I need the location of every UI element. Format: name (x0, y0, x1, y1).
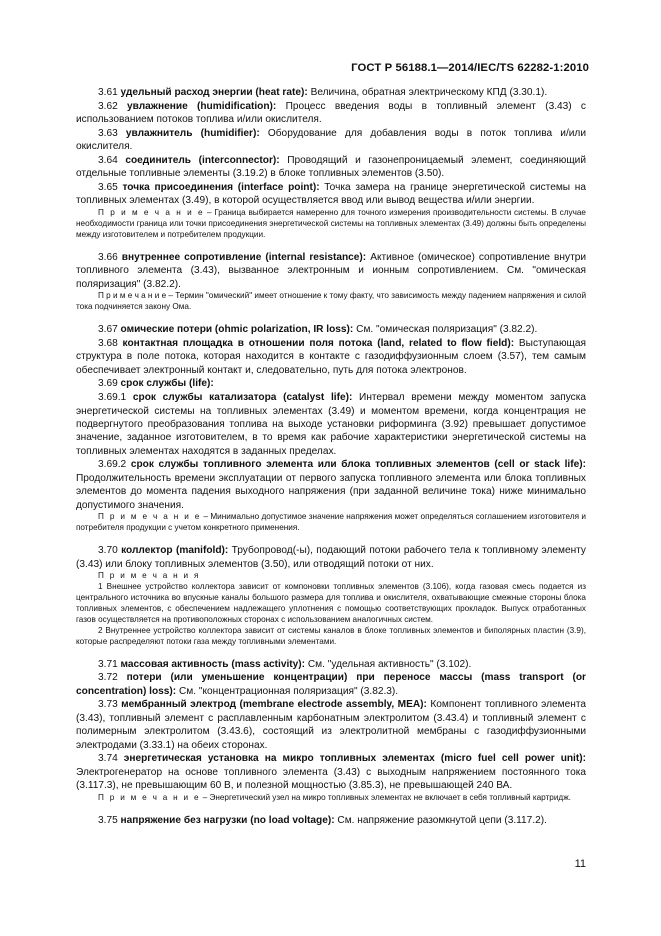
term-entry: 3.63 увлажнитель (humidifier): Оборудование для добавления воды в поток топлива и/или окислителя. (76, 127, 586, 153)
term-entry: 3.69.2 срок службы топливного элемента или блока топливных элементов (cell or stack life): Продолжительность времени эксплуатации от первого запуска топливного элемента или блока топливных элементов до момента падения выходного напряжения (при заданной величине тока) ниже минимально допустимого значения. (76, 459, 586, 511)
note: П р и м е ч а н и е – Граница выбирается намеренно для точного измерения производительности системы. В случае необходимости граница или точки присоединения энергетической системы на топливных элементах (3.49) должны быть определены между изготовителем и потребителем продукции. (76, 208, 586, 239)
notes-heading: П р и м е ч а н и я (98, 571, 201, 581)
term-entry: 3.62 увлажнение (humidification): Процесс введения воды в топливный элемент (3.43) с использованием потоков топлива и/или окислителя. (76, 100, 586, 126)
term-entry: 3.71 массовая активность (mass activity): См. "удельная активность" (3.102). (98, 658, 472, 670)
term-entry: 3.61 удельный расход энергии (heat rate): Величина, обратная электрическому КПД (3.30.1). (98, 87, 548, 98)
note: 2 Внутреннее устройство коллектора зависит от системы каналов в блоке топливных элементов и биполярных пластин (3.9), которые распределяют потоки газа между топливными элементами. (76, 625, 586, 646)
term-entry: 3.67 омические потери (ohmic polarization, IR loss): См. "омическая поляризация" (3.82.2). (98, 324, 538, 336)
page-number: 11 (574, 858, 586, 870)
term-entry: 3.65 точка присоединения (interface point): Точка замера на границе энергетической системы на топливных элементах (3.49), в которой осуществляется ввод или вывод вещества и/или энергии. (76, 182, 586, 207)
document-header: ГОСТ Р 56188.1—2014/IEC/TS 62282-1:2010 (351, 62, 589, 74)
term-entry: 3.75 напряжение без нагрузки (no load voltage): См. напряжение разомкнутой цепи (3.117.2). (98, 814, 547, 826)
term-entry: 3.70 коллектор (manifold): Трубопровод(-ы), подающий потоки рабочего тела к топливному элементу (3.43) или блоку топливных элементов (3.50), или отводящий потоки от них. (76, 545, 586, 570)
note: П р и м е ч а н и е – Энергетический узел на микро топливных элементах не включает в себя топливный картридж. (98, 792, 571, 802)
term-entry: 3.68 контактная площадка в отношении поля потока (land, related to flow field): Выступающая структура в поле потока, которая находится в контакте с газодиффузионным слоем (3.57), тем самым обеспечивает электронный контакт и, следовательно, путь для потока электронов. (76, 337, 586, 376)
note: П р и м е ч а н и е – Термин "омический" имеет отношение к тому факту, что зависимость между падением напряжения и силой тока подчиняется закону Ома. (76, 291, 587, 312)
term-entry: 3.69.1 срок службы катализатора (catalyst life): Интервал времени между моментом запуска энергетической системы на топливных элементах (3.49) и моментом времени, когда концентрация не подвергнутого преобразования топлива на выходе установки риформинга (3.92) превышает допустимое значение, заданное изготовителем, в то время как рабочие характеристики энергетической системы на топливных элементах находятся в заданных пределах. (76, 392, 586, 457)
term-entry: 3.69 срок службы (life): (98, 378, 214, 390)
note: П р и м е ч а н и е – Минимально допустимое значение напряжения может определяться соглашением изготовителя и потребителя продукции с учетом конкретного применения. (76, 512, 586, 533)
document-body (76, 86, 586, 827)
term-entry: 3.74 энергетическая установка на микро топливных элементах (micro fuel cell power unit): Электрогенератор на основе топливного элемента (3.43) с выходным напряжением постоянного тока (3.117.3), не превышающим 60 В, и полезной мощностью (3.85.3), не превышающей 240 ВА. (76, 753, 586, 792)
term-entry: 3.64 соединитель (interconnector): Проводящий и газонепроницаемый элемент, соединяющий отдельные топливные элементы (3.19.2) в блоке топливных элементов (3.50). (76, 154, 586, 180)
term-entry: 3.72 потери (или уменьшение концентрации) при переносе массы (mass transport (or concentration) loss): См. "концентрационная поляризация" (3.82.3). (76, 672, 586, 697)
term-entry: 3.73 мембранный электрод (membrane electrode assembly, MEA): Компонент топливного элемента (3.43), топливный элемент с расплавленным карбонатным электролитом (3.43.4) и топливный элемент с полимерным электролитом (3.43.6), состоящий из электролитной мембраны с газодиффузионными электродами (3.33.1) на обеих сторонах. (76, 699, 586, 751)
term-entry: 3.66 внутреннее сопротивление (internal resistance): Активное (омическое) сопротивление внутри топливного элемента (3.43), вызванное электронным и ионным сопротивлением. См. "омическая поляризация" (3.82.2). (76, 251, 586, 290)
note: 1 Внешнее устройство коллектора зависит от компоновки топливных элементов (3.106), когда газовая смесь подается из центрального источника во впускные каналы большого размера для топлива и окислителя, охватывающие смежные стороны блока топливных элементов, с обеспечением надлежащего уплотнения с помощью соответствующих прокладок. Выпуск отработанных газов осуществляется на противоположных сторонах с использованием аналогичных систем. (76, 582, 586, 624)
